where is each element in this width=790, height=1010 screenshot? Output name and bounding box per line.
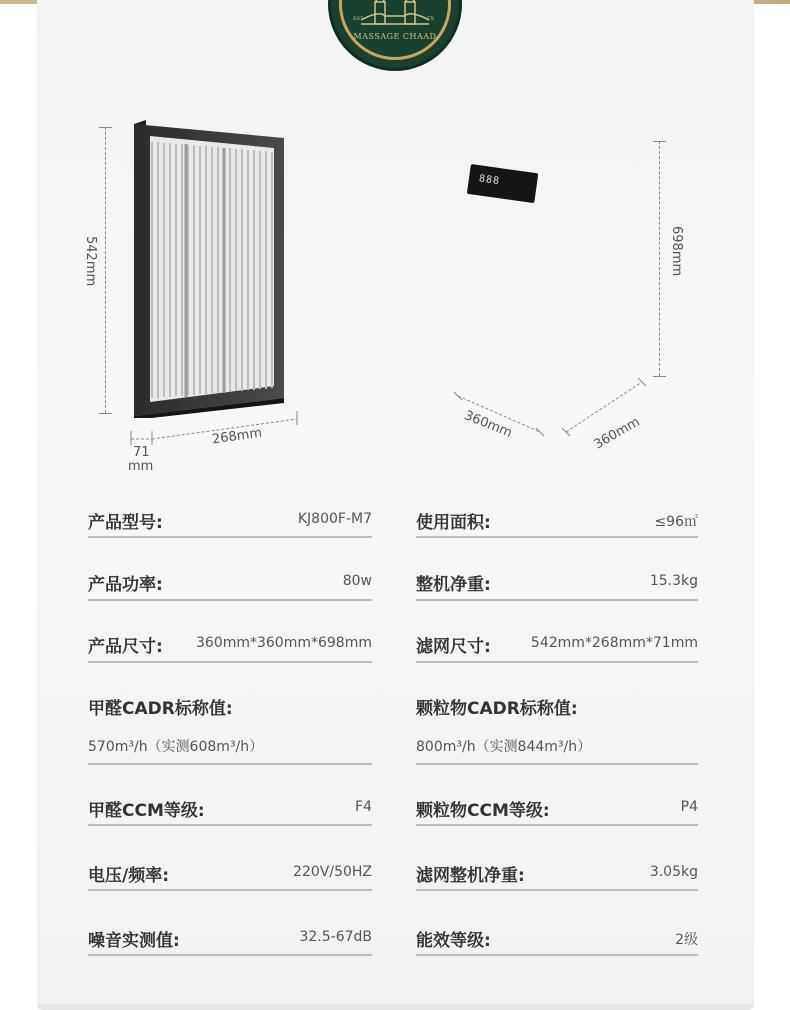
filter-height-line <box>105 127 106 413</box>
purifier-width-label: 360mm <box>462 408 515 441</box>
spec-label: 噪音实测值: <box>88 931 180 951</box>
spec-divider <box>88 661 372 663</box>
spec-value: 80w <box>342 573 372 589</box>
spec-label: 电压/频率: <box>88 866 170 886</box>
filter-width-label: 268mm <box>211 425 263 448</box>
filter-depth-unit: mm <box>128 459 154 474</box>
spec-label: 甲醛CADR标称值: <box>88 699 233 719</box>
spec-value: 15.3kg <box>649 573 698 589</box>
purifier-height-tick-bottom <box>653 376 666 377</box>
purifier-height-tick-top <box>653 141 666 142</box>
badge-right-mark: TX <box>427 16 434 22</box>
filter-height-label: 542mm <box>83 236 98 287</box>
spec-particle-cadr <box>416 694 698 765</box>
spec-divider <box>88 889 372 891</box>
spec-net-weight <box>416 570 698 601</box>
spec-divider <box>88 763 372 765</box>
spec-value: 2级 <box>675 932 698 948</box>
spec-divider <box>416 954 698 956</box>
spec-label: 产品功率: <box>88 575 163 595</box>
spec-energy-grade <box>416 926 698 956</box>
purifier-height-line <box>659 141 660 376</box>
spec-product-size <box>88 632 372 663</box>
spec-divider <box>88 954 372 956</box>
spec-divider <box>416 536 698 538</box>
spec-divider <box>416 599 698 601</box>
spec-divider <box>88 536 372 538</box>
purifier-height-label: 698mm <box>669 226 684 277</box>
spec-label: 产品型号: <box>88 513 163 533</box>
spec-formaldehyde-ccm <box>88 796 372 826</box>
spec-value: ≤96㎡ <box>654 514 698 530</box>
spec-divider <box>88 599 372 601</box>
spec-value: 542mm*268mm*71mm <box>530 635 698 651</box>
spec-label: 颗粒物CADR标称值: <box>416 699 578 719</box>
spec-model <box>88 508 372 538</box>
spec-label: 能效等级: <box>416 931 491 951</box>
spec-label: 整机净重: <box>416 575 491 595</box>
spec-area <box>416 508 698 538</box>
spec-value: 800m³/h（实测844m³/h） <box>416 739 592 755</box>
spec-power <box>88 570 372 601</box>
brand-badge <box>331 0 459 68</box>
spec-divider <box>416 824 698 826</box>
spec-value: 220V/50HZ <box>293 864 372 880</box>
purifier-depth-label: 360mm <box>591 414 643 453</box>
spec-value: F4 <box>355 799 372 815</box>
spec-value: P4 <box>680 799 698 815</box>
spec-label: 产品尺寸: <box>88 637 163 657</box>
display-readout: 888 <box>478 173 501 188</box>
spec-value: KJ800F-M7 <box>297 511 372 527</box>
filter-depth-value: 71 <box>133 445 150 460</box>
spec-label: 滤网整机净重: <box>416 866 525 886</box>
card-bottom-edge <box>37 1004 754 1010</box>
spec-label: 甲醛CCM等级: <box>88 801 205 821</box>
filter-height-tick-bottom <box>99 413 112 414</box>
spec-value: 32.5-67dB <box>299 929 372 945</box>
spec-value: 3.05kg <box>649 864 698 880</box>
spec-filter-weight <box>416 861 698 891</box>
filter-image <box>128 118 298 418</box>
spec-particle-ccm <box>416 796 698 826</box>
spec-value: 570m³/h（实测608m³/h） <box>88 739 264 755</box>
badge-text: MASSAGE CHAAD <box>353 32 437 41</box>
spec-label: 使用面积: <box>416 513 491 533</box>
spec-voltage <box>88 861 372 891</box>
spec-formaldehyde-cadr <box>88 694 372 765</box>
filter-height-tick-top <box>99 127 112 128</box>
spec-filter-size <box>416 632 698 663</box>
spec-value: 360mm*360mm*698mm <box>196 635 372 651</box>
spec-label: 颗粒物CCM等级: <box>416 801 550 821</box>
spec-divider <box>88 824 372 826</box>
spec-divider <box>416 889 698 891</box>
spec-divider <box>416 661 698 663</box>
spec-noise <box>88 926 372 956</box>
spec-label: 滤网尺寸: <box>416 637 491 657</box>
spec-divider <box>416 763 698 765</box>
badge-left-mark: EST <box>353 16 364 22</box>
